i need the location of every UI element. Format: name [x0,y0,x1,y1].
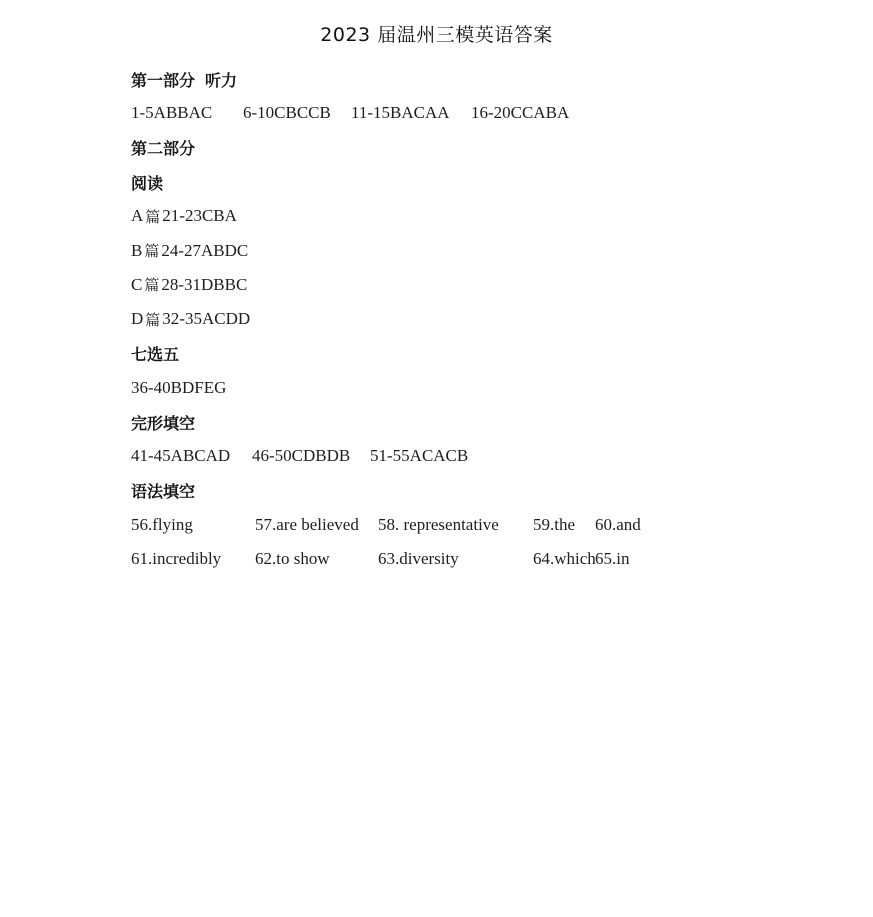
passage-letter: C [131,274,143,294]
grammar-answer: 60.and [595,515,641,534]
grammar-answer: 64.which [533,549,596,569]
answer-group: 36-40BDFEG [131,377,227,397]
grammar-answer: 57.are believed [255,515,359,534]
reading-passage-d [131,302,831,336]
passage-word: 篇 [145,310,161,329]
page-title: 2023 届温州三模英语答案 [320,24,553,46]
seven-choose-five-heading-row [131,336,831,370]
grammar-answer: 61.incredibly [131,549,222,569]
grammar-answer: 59.the [533,515,576,534]
part2-heading: 第二部分 [131,139,196,159]
part2-heading-row [131,131,831,165]
answer-group: 16-20CCABA [471,103,570,123]
answer-content [131,62,831,576]
reading-passage-c [131,268,831,302]
passage-word: 篇 [145,207,161,226]
grammar-heading: 语法填空 [131,482,196,502]
grammar-answer: 62.to show [255,549,330,569]
grammar-heading-row [131,474,831,508]
cloze-heading: 完形填空 [131,413,196,433]
grammar-answer: 63.diversity [378,549,459,569]
grammar-answers-row-1 [131,508,831,542]
grammar-answer: 65.in [595,549,630,569]
reading-heading: 阅读 [131,173,164,193]
cloze-heading-row [131,405,831,439]
passage-word: 篇 [144,242,160,261]
passage-answer: 28-31DBBC [161,274,248,294]
grammar-answer: 58. representative [378,515,499,534]
answer-group: 11-15BACAA [351,103,450,123]
answer-group: 51-55ACACB [370,446,469,466]
reading-heading-row [131,165,831,199]
part1-heading-row [131,62,831,96]
passage-letter: D [131,309,144,329]
answer-group: 46-50CDBDB [252,446,351,466]
seven-choose-five-heading: 七选五 [131,345,180,365]
passage-answer: 24-27ABDC [161,240,249,260]
passage-letter: B [131,240,143,260]
reading-passage-b [131,233,831,267]
listening-answers [131,96,831,130]
reading-passage-a [131,199,831,233]
listening-heading: 听力 [205,70,238,90]
answer-group: 41-45ABCAD [131,446,231,466]
cloze-answers [131,439,831,473]
grammar-answers-row-2 [131,542,831,576]
passage-answer: 32-35ACDD [162,309,251,329]
grammar-answer: 56.flying [131,515,193,534]
passage-word: 篇 [144,276,160,295]
part1-heading: 第一部分 [131,70,196,90]
answer-group: 1-5ABBAC [131,103,213,123]
passage-answer: 21-23CBA [162,206,237,226]
answer-group: 6-10CBCCB [243,103,331,123]
passage-letter: A [131,206,144,226]
seven-choose-five-answers [131,371,831,405]
